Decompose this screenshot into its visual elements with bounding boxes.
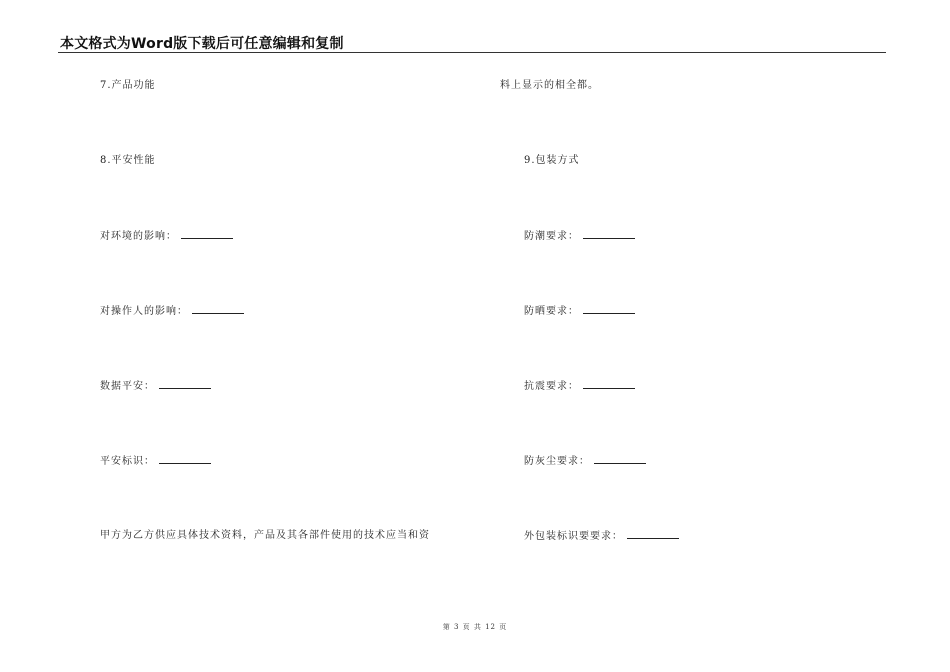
fill-in-blank: [181, 229, 233, 239]
field-moisture-proof: [524, 229, 635, 244]
section-product-function: [100, 79, 156, 93]
field-operator-impact-label: 对操作人的影响：: [100, 306, 188, 317]
field-operator-impact: [100, 304, 244, 319]
field-safety-mark-label: 平安标识：: [100, 456, 155, 467]
paragraph-continuation-text: 料上显示的相全都。: [500, 80, 599, 91]
field-outer-package-mark: [524, 529, 679, 544]
field-dust-proof: [524, 454, 646, 469]
field-shock-proof-label: 抗震要求：: [524, 381, 579, 392]
field-data-safety: [100, 379, 211, 394]
fill-in-blank: [159, 454, 211, 464]
field-environment-impact: [100, 229, 233, 244]
field-environment-impact-label: 对环境的影响：: [100, 231, 177, 242]
fill-in-blank: [627, 529, 679, 539]
header-rule: [58, 52, 886, 53]
fill-in-blank: [583, 304, 635, 314]
field-data-safety-label: 数据平安：: [100, 381, 155, 392]
section-safety-performance-text: 8.平安性能: [100, 155, 156, 166]
section-safety-performance: [100, 154, 156, 168]
fill-in-blank: [159, 379, 211, 389]
page-header-title: 本文格式为Word版下载后可任意编辑和复制: [60, 36, 344, 52]
page-number-footer: 第 3 页 共 12 页: [442, 623, 508, 631]
section-packaging-method: [524, 154, 580, 168]
section-product-function-text: 7.产品功能: [100, 80, 156, 91]
field-shock-proof: [524, 379, 635, 394]
field-dust-proof-label: 防灰尘要求：: [524, 456, 590, 467]
field-outer-package-mark-label: 外包装标识要要求：: [524, 531, 623, 542]
fill-in-blank: [192, 304, 244, 314]
field-sun-proof-label: 防晒要求：: [524, 306, 579, 317]
fill-in-blank: [583, 229, 635, 239]
paragraph-continuation: [500, 79, 599, 93]
fill-in-blank: [583, 379, 635, 389]
field-safety-mark: [100, 454, 211, 469]
paragraph-technical-data-text: 甲方为乙方供应具体技术资料，产品及其各部件使用的技术应当和资: [100, 530, 430, 541]
section-packaging-method-text: 9.包装方式: [524, 155, 580, 166]
paragraph-technical-data: [100, 529, 430, 543]
fill-in-blank: [594, 454, 646, 464]
field-sun-proof: [524, 304, 635, 319]
field-moisture-proof-label: 防潮要求：: [524, 231, 579, 242]
